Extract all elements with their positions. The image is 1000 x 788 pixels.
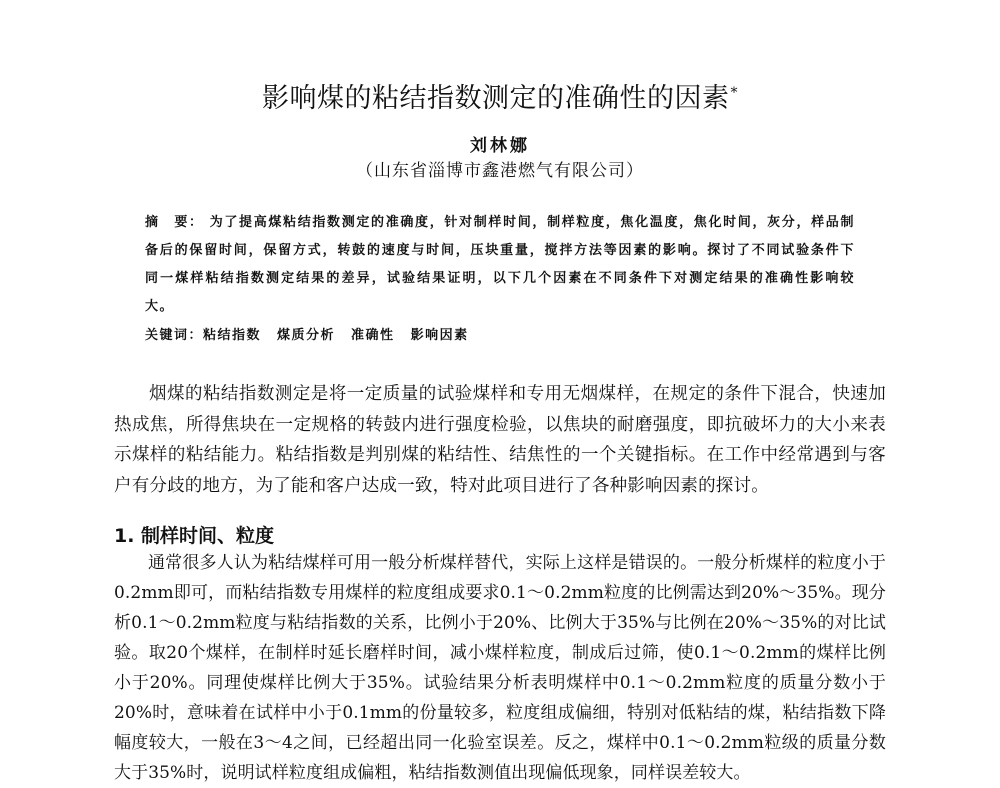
keywords-label: 关键词：: [145, 328, 204, 343]
title-footnote-mark: *: [730, 85, 738, 101]
section-1-heading: 1. 制样时间、粒度: [114, 525, 275, 547]
keyword-item: 粘结指数: [203, 328, 262, 343]
abstract-text: 为了提高煤粘结指数测定的准确度，针对制样时间，制样粒度，焦化温度，焦化时间，灰分，样品制备后的保留时间，保留方式，转鼓的速度与时间，压块重量，搅拌方法等因素的影响。探讨了不同试验条件下同一煤样粘结指数测定结果的差异，试验结果证明，以下几个因素在不同条件下对测定结果的准确性影响较大。: [145, 215, 855, 314]
intro-paragraph: 烟煤的粘结指数测定是将一定质量的试验煤样和专用无烟煤样，在规定的条件下混合，快速加热成焦，所得焦块在一定规格的转鼓内进行强度检验，以焦块的耐磨强度，即抗破坏力的大小来表示煤样的粘结能力。粘结指数是判别煤的粘结性、结焦性的一个关键指标。在工作中经常遇到与客户有分歧的地方，为了能和客户达成一致，特对此项目进行了各种影响因素的探讨。: [114, 384, 886, 496]
paper-title-text: 影响煤的粘结指数测定的准确性的因素: [262, 83, 730, 114]
section-1-body: 通常很多人认为粘结煤样可用一般分析煤样替代，实际上这样是错误的。一般分析煤样的粒度小于0.2mm即可，而粘结指数专用煤样的粒度组成要求0.1～0.2mm粒度的比例需达到20%～35%。现分析0.1～0.2mm粒度与粘结指数的关系，比例小于20%、比例大于35%与比例在20%～35%的对比试验。取20个煤样，在制样时延长磨样时间，减小煤样粒度，制成后过筛，使0.1～0.2mm的煤样比例小于20%。同理使煤样比例大于35%。试验结果分析表明煤样中0.1～0.2mm粒度的质量分数小于20%时，意味着在试样中小于0.1mm的份量较多，粒度组成偏细，特别对低粘结的煤，粘结指数下降幅度较大，一般在3～4之间，已经超出同一化验室误差。反之，煤样中0.1～0.2mm粒级的质量分数大于35%时，说明试样粒度组成偏粗，粘结指数测值出现偏低现象，同样误差较大。: [114, 553, 886, 783]
author-name: 刘林娜: [470, 136, 530, 156]
keywords: [145, 324, 485, 343]
paper-title: [0, 76, 1000, 115]
keyword-item: 影响因素: [410, 328, 469, 343]
author-affiliation: （山东省淄博市鑫港燃气有限公司）: [356, 161, 644, 181]
keyword-item: 煤质分析: [277, 328, 336, 343]
abstract: [145, 209, 855, 321]
abstract-label: 摘 要：: [145, 215, 204, 230]
keyword-item: 准确性: [351, 328, 395, 343]
